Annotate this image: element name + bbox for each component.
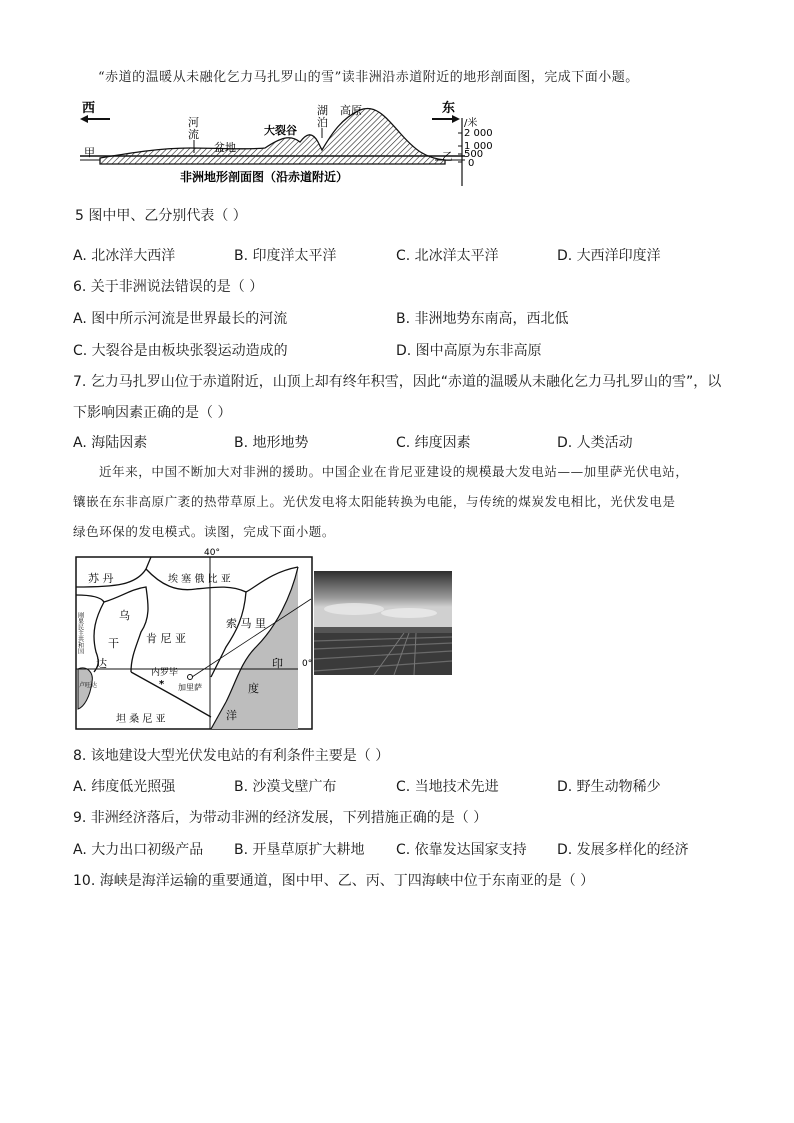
- west-label: 西: [82, 101, 96, 116]
- intro2-line-3: 绿色环保的发电模式。读图，完成下面小题。: [73, 524, 336, 539]
- q5-option-b[interactable]: B. 印度洋太平洋: [234, 248, 337, 264]
- question-7-stem-cont: 下影响因素正确的是（ ）: [73, 405, 232, 421]
- basin-label: 盆地: [214, 141, 236, 154]
- q9-option-c[interactable]: C. 依靠发达国家支持: [396, 842, 527, 858]
- q6-option-d[interactable]: D. 图中高原为东非高原: [396, 343, 542, 359]
- q6-option-a[interactable]: A. 图中所示河流是世界最长的河流: [73, 311, 288, 327]
- jia-label: 甲: [84, 146, 95, 159]
- ocean-label-3: 洋: [226, 709, 237, 722]
- intro-text-2: [73, 457, 733, 547]
- intro-text-1: “赤道的温暖从未融化乞力马扎罗山的雪”读非洲沿赤道附近的地形剖面图，完成下面小题。: [98, 70, 639, 85]
- east-label: 东: [442, 101, 456, 116]
- q5-option-a[interactable]: A. 北冰洋大西洋: [73, 248, 176, 264]
- kenya-label: 肯 尼 亚: [146, 632, 186, 645]
- garissa-marker: [188, 675, 193, 680]
- river-label-bottom: 流: [188, 128, 199, 141]
- kenya-map: [76, 548, 313, 729]
- plateau-label: 高原: [340, 104, 362, 117]
- uganda-label-1: 乌: [119, 609, 130, 622]
- garissa-label: 加里萨: [178, 683, 202, 692]
- sudan-label: 苏 丹: [88, 572, 114, 585]
- q9-option-a[interactable]: A. 大力出口初级产品: [73, 842, 204, 858]
- question-6-stem: 6. 关于非洲说法错误的是（ ）: [73, 279, 264, 295]
- intro2-line-1: 近年来，中国不断加大对非洲的援助。中国企业在肯尼亚建设的规模最大发电站——加里萨光伏电站，: [99, 464, 689, 479]
- somalia-label: 索 马 里: [226, 617, 266, 630]
- yi-label: 乙: [442, 150, 453, 163]
- tick-2000: 2 000: [464, 128, 493, 139]
- tick-500: 500: [464, 149, 484, 160]
- question-7-stem: 7. 乞力马扎罗山位于赤道附近，山顶上却有终年积雪，因此“赤道的温暖从未融化乞力马扎罗山的雪”，以: [73, 374, 722, 390]
- q5-option-d[interactable]: D. 大西洋印度洋: [557, 248, 661, 264]
- q7-option-b[interactable]: B. 地形地势: [234, 435, 309, 451]
- q9-option-d[interactable]: D. 发展多样化的经济: [557, 842, 689, 858]
- rift-label: 大裂谷: [264, 124, 297, 137]
- q6-option-b[interactable]: B. 非洲地势东南高，西北低: [396, 311, 569, 327]
- tick-0: 0: [468, 158, 475, 169]
- ocean-label-2: 度: [248, 682, 259, 695]
- q7-option-d[interactable]: D. 人类活动: [557, 435, 633, 451]
- lon-label: 40°: [204, 548, 220, 558]
- uganda-label-3: 达: [96, 657, 107, 670]
- q8-option-a[interactable]: A. 纬度低光照强: [73, 779, 176, 795]
- q8-option-d[interactable]: D. 野生动物稀少: [557, 779, 661, 795]
- svg-text:*: *: [159, 679, 165, 690]
- question-8-stem: 8. 该地建设大型光伏发电站的有利条件主要是（ ）: [73, 748, 390, 764]
- question-10-stem: 10. 海峡是海洋运输的重要通道，图中甲、乙、丙、丁四海峡中位于东南亚的是（ ）: [73, 873, 595, 889]
- uganda-label-2: 干: [108, 637, 119, 650]
- lat-label: 0°: [302, 659, 313, 669]
- tick-1000: 1 000: [464, 141, 493, 152]
- lake-label-bottom: 泊: [317, 116, 328, 129]
- q8-option-b[interactable]: B. 沙漠戈壁广布: [234, 779, 337, 795]
- rwanda-label: 卢旺达: [79, 682, 98, 689]
- q6-option-c[interactable]: C. 大裂谷是由板块张裂运动造成的: [73, 343, 288, 359]
- intro2-line-2: 镶嵌在东非高原广袤的热带草原上。光伏发电将太阳能转换为电能，与传统的煤炭发电相比，光伏发电是: [73, 494, 676, 509]
- q7-option-a[interactable]: A. 海陆因素: [73, 435, 148, 451]
- west-arrow-head: [80, 115, 88, 123]
- tanzania-label: 坦 桑 尼 亚: [116, 714, 166, 725]
- q9-option-b[interactable]: B. 开垦草原扩大耕地: [234, 842, 365, 858]
- solar-plant-photo: [314, 571, 452, 675]
- question-9-stem: 9. 非洲经济落后，为带动非洲的经济发展，下列措施正确的是（ ）: [73, 810, 488, 826]
- ocean-label-1: 印: [272, 657, 283, 670]
- east-arrow-head: [452, 115, 460, 123]
- profile-caption: 非洲地形剖面图（沿赤道附近）: [180, 170, 349, 184]
- nairobi-label: 内罗毕: [151, 668, 179, 678]
- lake-label-top: 湖: [317, 104, 328, 117]
- question-5-stem: 5 图中甲、乙分别代表（ ）: [75, 208, 247, 224]
- ethiopia-label: 埃 塞 俄 比 亚: [168, 574, 231, 585]
- q5-option-c[interactable]: C. 北冰洋太平洋: [396, 248, 499, 264]
- q7-option-c[interactable]: C. 纬度因素: [396, 435, 471, 451]
- terrain-profile-diagram: [70, 98, 493, 193]
- drc-label: 刚果民主共和国: [76, 612, 84, 654]
- q8-option-c[interactable]: C. 当地技术先进: [396, 779, 499, 795]
- river-label-top: 河: [188, 116, 199, 129]
- elevation-unit: /米: [464, 118, 478, 129]
